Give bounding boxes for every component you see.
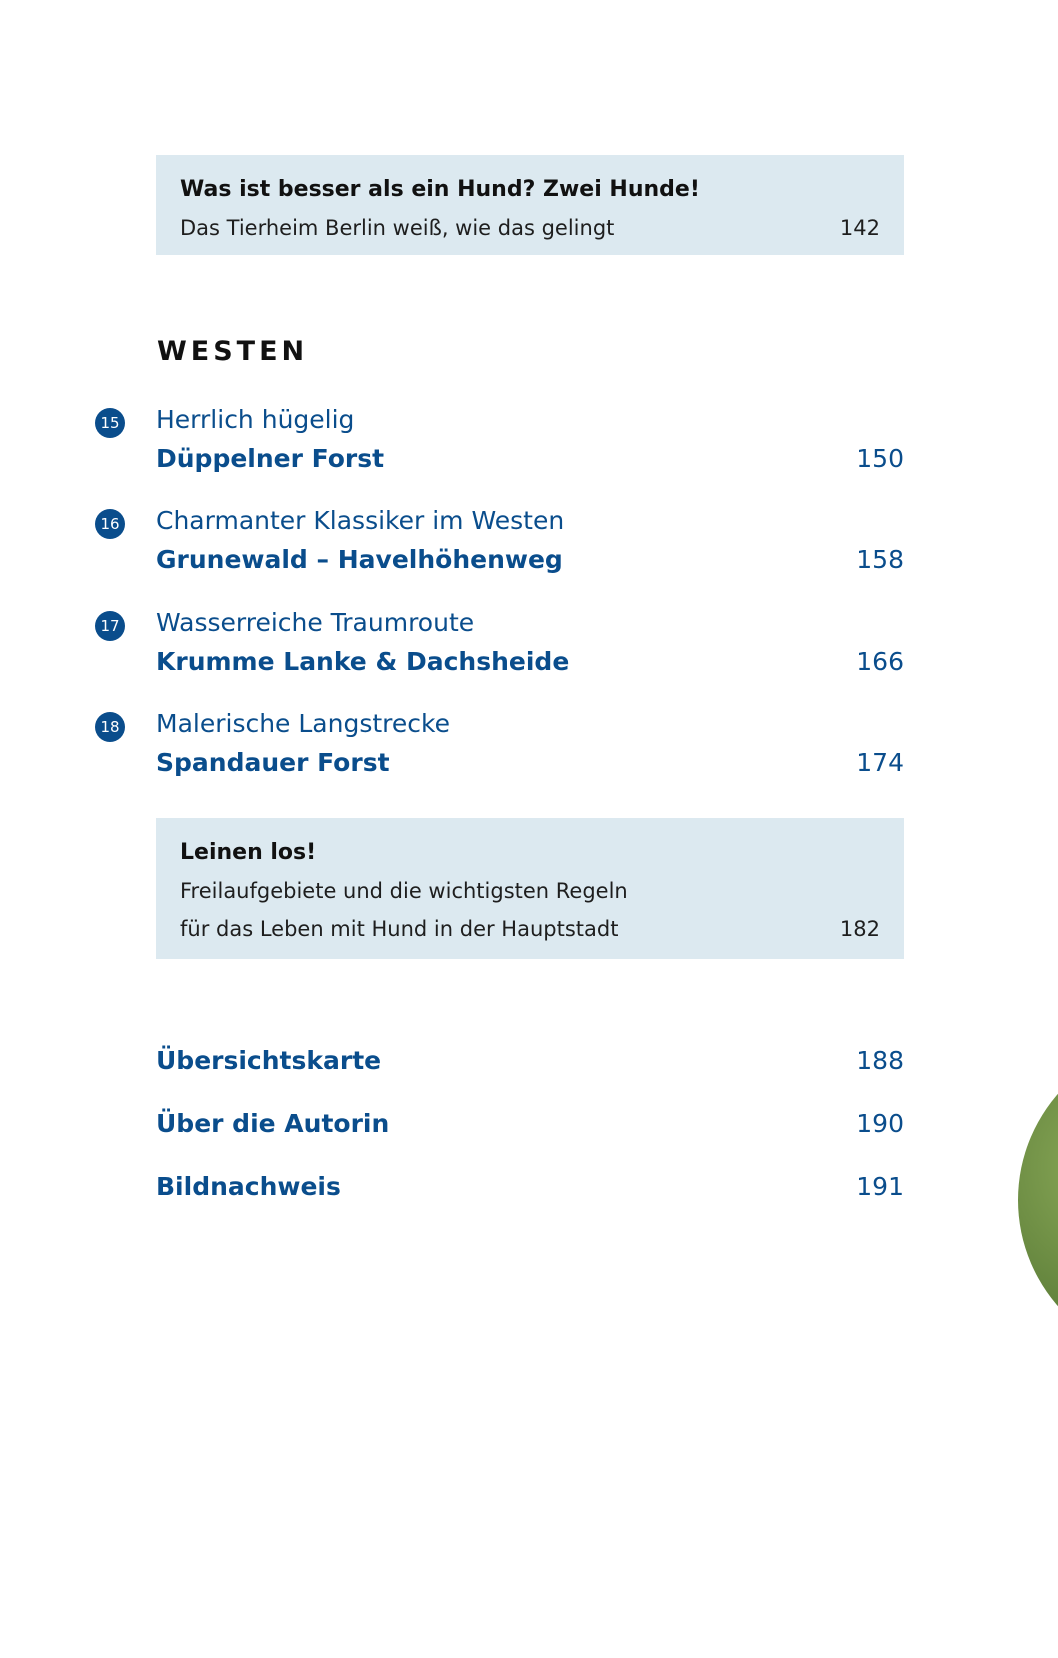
route-subtitle: Charmanter Klassiker im Westen [156,506,565,535]
route-entry-16[interactable] [100,502,904,580]
toc-entry-uebersichtskarte[interactable] [156,1041,904,1081]
info-box-text: Das Tierheim Berlin weiß, wie das gelingt [180,216,615,240]
route-number-badge: 17 [95,611,125,641]
route-title: Düppelner Forst [156,444,385,473]
toc-page: 190 [856,1109,904,1138]
section-heading: WESTEN [157,336,309,367]
route-entry-15[interactable] [100,401,904,479]
info-box-text: für das Leben mit Hund in der Hauptstadt [180,917,619,941]
toc-title: Über die Autorin [156,1109,390,1138]
route-number-badge: 15 [95,408,125,438]
route-subtitle: Wasserreiche Traumroute [156,608,475,637]
info-box-page: 182 [839,917,880,941]
route-number-badge: 18 [95,712,125,742]
info-box-line [180,209,880,247]
route-subtitle: Malerische Langstrecke [156,709,450,738]
toc-entry-bildnachweis[interactable] [156,1167,904,1207]
info-box-line [180,872,880,910]
route-entry-18[interactable] [100,705,904,783]
route-subtitle: Herrlich hügelig [156,405,355,434]
route-page: 158 [856,545,904,574]
toc-title: Übersichtskarte [156,1046,382,1075]
info-box-tierheim [156,155,904,255]
toc-page: 188 [856,1046,904,1075]
info-box-leinen-los [156,818,904,959]
toc-entry-autorin[interactable] [156,1104,904,1144]
route-page: 150 [856,444,904,473]
route-page: 174 [856,748,904,777]
info-box-page: 142 [839,216,880,240]
info-box-text: Freilaufgebiete und die wichtigsten Regeln [180,879,628,903]
info-box-title: Was ist besser als ein Hund? Zwei Hunde! [180,177,700,202]
circular-photo-edge [1018,1035,1058,1365]
toc-page: 191 [856,1172,904,1201]
toc-title: Bildnachweis [156,1172,341,1201]
route-entry-17[interactable] [100,604,904,682]
route-title: Grunewald – Havelhöhenweg [156,545,563,574]
route-page: 166 [856,647,904,676]
info-box-title: Leinen los! [180,840,317,865]
route-number-badge: 16 [95,509,125,539]
info-box-line [180,910,880,948]
route-title: Spandauer Forst [156,748,390,777]
route-title: Krumme Lanke & Dachsheide [156,647,570,676]
